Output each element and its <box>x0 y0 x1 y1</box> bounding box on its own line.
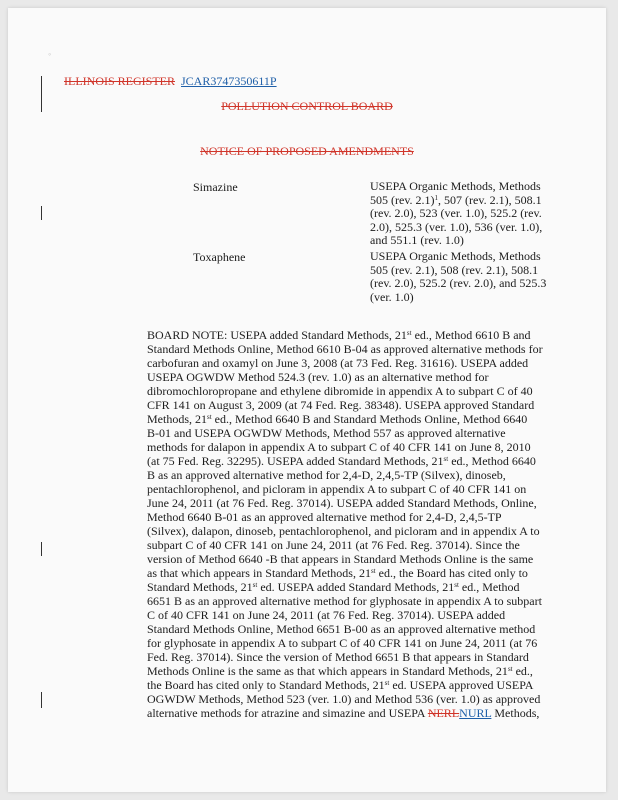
method-line: 2.0), 525.3 (ver. 1.0), 536 (ver. 1.0), <box>370 219 543 234</box>
board-note-line <box>147 706 555 720</box>
method-line: (rev. 2.0), 525.2 (rev. 2.0), and 525.3 <box>370 276 547 290</box>
board-note-text <box>147 328 555 706</box>
change-bar <box>41 206 42 220</box>
board-note-line: 6651 B as an approved alternative method for glyphosate in appendix A to subpart <box>147 594 542 608</box>
board-note-line: version of Method 6640 -B that appears in Standard Methods Online is the same <box>147 552 534 566</box>
deleted-nerl-text: NERL <box>427 706 460 720</box>
board-note-line-end: Methods, <box>491 706 540 720</box>
notice-header <box>8 144 606 159</box>
board-note-line: dibromochloropropane and ethylene dibromide in appendix A to subpart C of 40 <box>147 384 533 398</box>
register-inserted-text: JCAR3747350611P <box>181 74 277 88</box>
board-note-line: Standard Methods, 21st ed. USEPA added Standard Methods, 21st ed., Method <box>147 580 520 594</box>
board-note-line: B as an approved alternative method for 2,4-D, 2,4,5-TP (Silvex), dinoseb, <box>147 468 506 482</box>
board-note <box>147 328 555 720</box>
method-line: (rev. 2.0), 523 (ver. 1.0), 525.2 (rev. <box>370 206 542 220</box>
board-note-line: (Silvex), dalapon, dinoseb, pentachlorophenol, and picloram and in appendix A to <box>147 524 540 538</box>
contaminant-methods <box>370 180 558 248</box>
register-deleted-text: ILLINOIS REGISTER <box>64 74 175 88</box>
method-line: USEPA Organic Methods, Methods <box>370 249 541 263</box>
document-page <box>8 8 606 792</box>
board-note-line: B-01 and USEPA OGWDW Methods, Method 557 as approved alternative <box>147 426 506 440</box>
board-note-line: pentachlorophenol, and picloram in appendix A to subpart C of 40 CFR 141 on <box>147 482 527 496</box>
method-line: (ver. 1.0) <box>370 289 414 304</box>
board-header <box>8 99 606 114</box>
board-note-line-start: alternative methods for atrazine and simazine and USEPA <box>147 706 428 720</box>
board-note-line: Standard Methods Online, Method 6610 B-04 as approved alternative methods for <box>147 342 543 356</box>
scan-speck: ◦ <box>48 49 52 59</box>
board-note-line: Methods Online is the same as that which appears in Standard Methods, 21st ed., <box>147 664 533 678</box>
contaminant-name: Simazine <box>193 180 238 194</box>
contaminant-name: Toxaphene <box>193 250 246 264</box>
board-note-line: Methods, 21st ed., Method 6640 B and Standard Methods Online, Method 6640 <box>147 412 528 426</box>
board-note-line: for glyphosate in appendix A to subpart C of 40 CFR 141 on June 24, 2011 (at 76 <box>147 636 538 650</box>
board-note-line: OGWDW Methods, Method 523 (ver. 1.0) and Method 536 (ver. 1.0) as approved <box>147 692 541 706</box>
board-note-line: the Board has cited only to Standard Methods, 21st ed. USEPA approved USEPA <box>147 678 534 692</box>
notice-deleted-text: NOTICE OF PROPOSED AMENDMENTS <box>200 144 414 158</box>
change-bar <box>41 692 42 708</box>
board-note-line: C of 40 CFR 141 on June 24, 2011 (at 76 Fed. Reg. 37014). USEPA added <box>147 608 506 622</box>
board-note-line: BOARD NOTE: USEPA added Standard Methods, 21st ed., Method 6610 B and <box>147 328 531 342</box>
register-header <box>64 74 277 89</box>
board-note-line: June 24, 2011 (at 76 Fed. Reg. 37014). USEPA added Standard Methods, Online, <box>147 496 537 510</box>
board-note-line: (at 75 Fed. Reg. 32295). USEPA added Standard Methods, 21st ed., Method 6640 <box>147 454 536 468</box>
board-note-line: carbofuran and oxamyl on June 3, 2008 (at 73 Fed. Reg. 31616). USEPA added <box>147 356 529 370</box>
board-note-line: Method 6640 B-01 as an approved alternative method for 2,4-D, 2,4,5-TP <box>147 510 502 524</box>
board-note-line: Standard Methods Online, Method 6651 B-00 as an approved alternative method <box>147 622 536 636</box>
method-line: 505 (rev. 2.1), 508 (rev. 2.1), 508.1 <box>370 262 539 277</box>
change-bar <box>41 542 42 556</box>
board-note-line: subpart C of 40 CFR 141 on June 24, 2011 (at 76 Fed. Reg. 37014). Since the <box>147 538 520 552</box>
board-note-line: methods for dalapon in appendix A to subpart C of 40 CFR 141 on June 8, 2010 <box>147 440 531 454</box>
board-note-line: as that which appears in Standard Methods, 21st ed., the Board has cited only to <box>147 566 528 580</box>
method-line: and 551.1 (rev. 1.0) <box>370 233 464 247</box>
board-deleted-text: POLLUTION CONTROL BOARD <box>221 99 393 113</box>
contaminant-methods <box>370 250 558 304</box>
method-line: 505 (rev. 2.1)$^1$, 507 (rev. 2.1), 508.1 <box>370 192 542 207</box>
method-line: USEPA Organic Methods, Methods <box>370 179 541 193</box>
board-note-line: CFR 141 on August 3, 2009 (at 74 Fed. Reg. 38348). USEPA approved Standard <box>147 398 535 412</box>
board-note-line: USEPA OGWDW Method 524.3 (rev. 1.0) as an alternative method for <box>147 370 489 384</box>
board-note-line: Fed. Reg. 37014). Since the version of Method 6651 B that appears in Standard <box>147 650 529 664</box>
inserted-nurl-text: NURL <box>459 706 492 720</box>
